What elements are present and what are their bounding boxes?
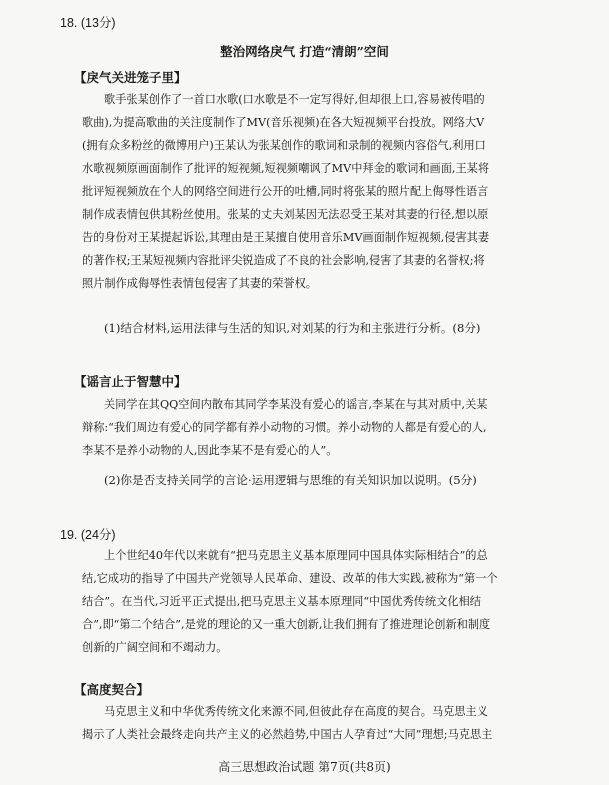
page-footer: 高三思想政治试题 第7页(共8页) xyxy=(218,760,391,774)
text-line: 歌曲),为提高歌曲的关注度制作了MV(音乐视频)在各大短视频平台投放。网络大V xyxy=(82,116,485,129)
material-paragraph-4 xyxy=(82,700,558,746)
material-paragraph-3 xyxy=(82,544,558,659)
text-line: 上个世纪40年代以来就有“把马克思主义基本原理同中国具体实际相结合”的总 xyxy=(104,549,488,562)
text-line: 创新的广阔空间和不竭动力。 xyxy=(82,641,228,654)
text-line: 批评短视频放在个人的网络空间进行公开的吐槽,同时将张某的照片配上侮辱性语言 xyxy=(82,185,489,198)
material-paragraph-1 xyxy=(82,88,558,295)
question-19-number: 19. (24分) xyxy=(60,528,116,542)
text-line: 制作成表情包供其粉丝使用。张某的丈夫刘某因无法忍受王某对其妻的行径,想以原 xyxy=(82,208,489,221)
question-18-part-1: (1)结合材料,运用法律与生活的知识,对刘某的行为和主张进行分析。(8分) xyxy=(104,321,481,335)
text-line: 的著作权;王某短视频内容批评尖锐造成了不良的社会影响,侵害了其妻的名誉权;将 xyxy=(82,254,485,267)
text-line: 结,它成功的指导了中国共产党领导人民革命、建设、改革的伟大实践,被称为“第一个 xyxy=(82,572,498,585)
text-line: 照片制作成侮辱性表情包侵害了其妻的荣誉权。 xyxy=(82,277,317,290)
text-line: 李某不是养小动物的人,因此李某不是有爱心的人”。 xyxy=(82,444,338,457)
text-line: 合”,即“第二个结合”,是党的理论的又一重大创新,让我们拥有了推进理论创新和制度 xyxy=(82,618,491,631)
text-line: 辩称:“我们周边有爱心的同学都有养小动物的习惯。养小动物的人都是有爱心的人, xyxy=(82,421,487,434)
text-line: 水歌视频原画面制作了批评的短视频,短视频嘲讽了MV中拜金的歌词和画面,王某将 xyxy=(82,162,490,175)
section-header-hostility: 【戾气关进笼子里】 xyxy=(74,70,187,85)
question-18-title: 整治网络戾气 打造“清朗”空间 xyxy=(220,44,389,59)
text-line: 告的身份对王某提起诉讼,其理由是王某擅自使用音乐MV画面制作短视频,侵害其妻 xyxy=(82,231,490,244)
question-18-part-2: (2)你是否支持关同学的言论·运用逻辑与思维的有关知识加以说明。(5分) xyxy=(104,473,477,487)
question-18-number: 18. (13分) xyxy=(60,16,116,30)
text-line: 揭示了人类社会最终走向共产主义的必然趋势,中国古人孕育过“大同”理想;马克思主 xyxy=(82,728,493,741)
text-line: 结合”。在当代,习近平正式提出,把马克思主义基本原理同“中国优秀传统文化相结 xyxy=(82,595,481,608)
text-line: 马克思主义和中华优秀传统文化来源不同,但彼此存在高度的契合。马克思主义 xyxy=(104,705,488,718)
text-line: 歌手张某创作了一首口水歌(口水歌是不一定写得好,但却很上口,容易被传唱的 xyxy=(104,93,485,106)
material-paragraph-2 xyxy=(82,393,558,462)
text-line: 关同学在其QQ空间内散布其同学李某没有爱心的谣言,李某在与其对质中,关某 xyxy=(104,398,488,411)
section-header-rumor: 【谣言止于智慧中】 xyxy=(74,374,187,389)
text-line: (拥有众多粉丝的微博用户)王某认为张某创作的歌词和录制的视频内容俗气,利用口 xyxy=(82,139,486,152)
section-header-high-fit: 【高度契合】 xyxy=(74,682,150,697)
